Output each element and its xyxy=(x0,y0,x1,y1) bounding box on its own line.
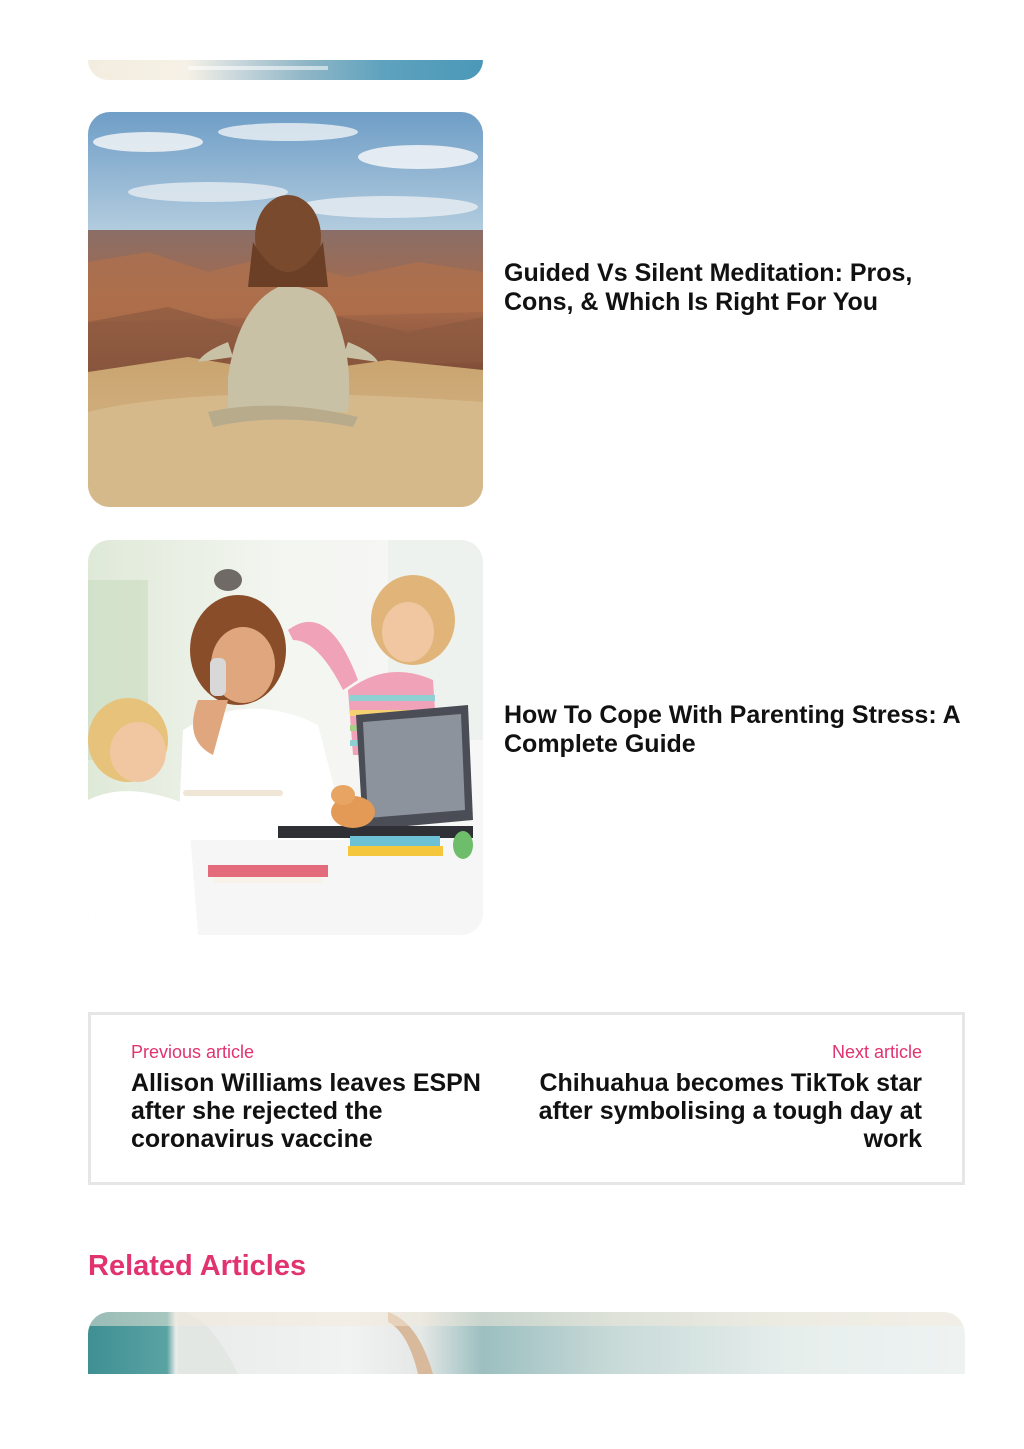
next-article-title[interactable]: Chihuahua becomes TikTok star after symbolising a tough day at work xyxy=(538,1069,922,1153)
related-articles-heading: Related Articles xyxy=(88,1250,307,1282)
parenting-article-title[interactable]: How To Cope With Parenting Stress: A Complete Guide xyxy=(504,701,960,758)
meditation-photo xyxy=(88,112,483,507)
meditation-article-thumbnail[interactable] xyxy=(88,112,483,507)
related-article-photo xyxy=(88,1312,965,1374)
previous-article-title[interactable]: Allison Williams leaves ESPN after she rejected the coronavirus vaccine xyxy=(131,1069,481,1153)
related-article-thumbnail[interactable] xyxy=(88,1312,965,1374)
parenting-photo xyxy=(88,540,483,935)
previous-article-label: Previous article xyxy=(131,1042,255,1062)
previous-article-link[interactable] xyxy=(131,1041,521,1153)
meditation-article-title[interactable]: Guided Vs Silent Meditation: Pros, Cons, & Which Is Right For You xyxy=(504,259,913,316)
next-article-link[interactable] xyxy=(532,1041,922,1153)
article-thumbnail-partial[interactable] xyxy=(88,60,483,80)
next-article-label: Next article xyxy=(831,1042,922,1062)
article-navigation xyxy=(88,1012,965,1185)
parenting-article-thumbnail[interactable] xyxy=(88,540,483,935)
